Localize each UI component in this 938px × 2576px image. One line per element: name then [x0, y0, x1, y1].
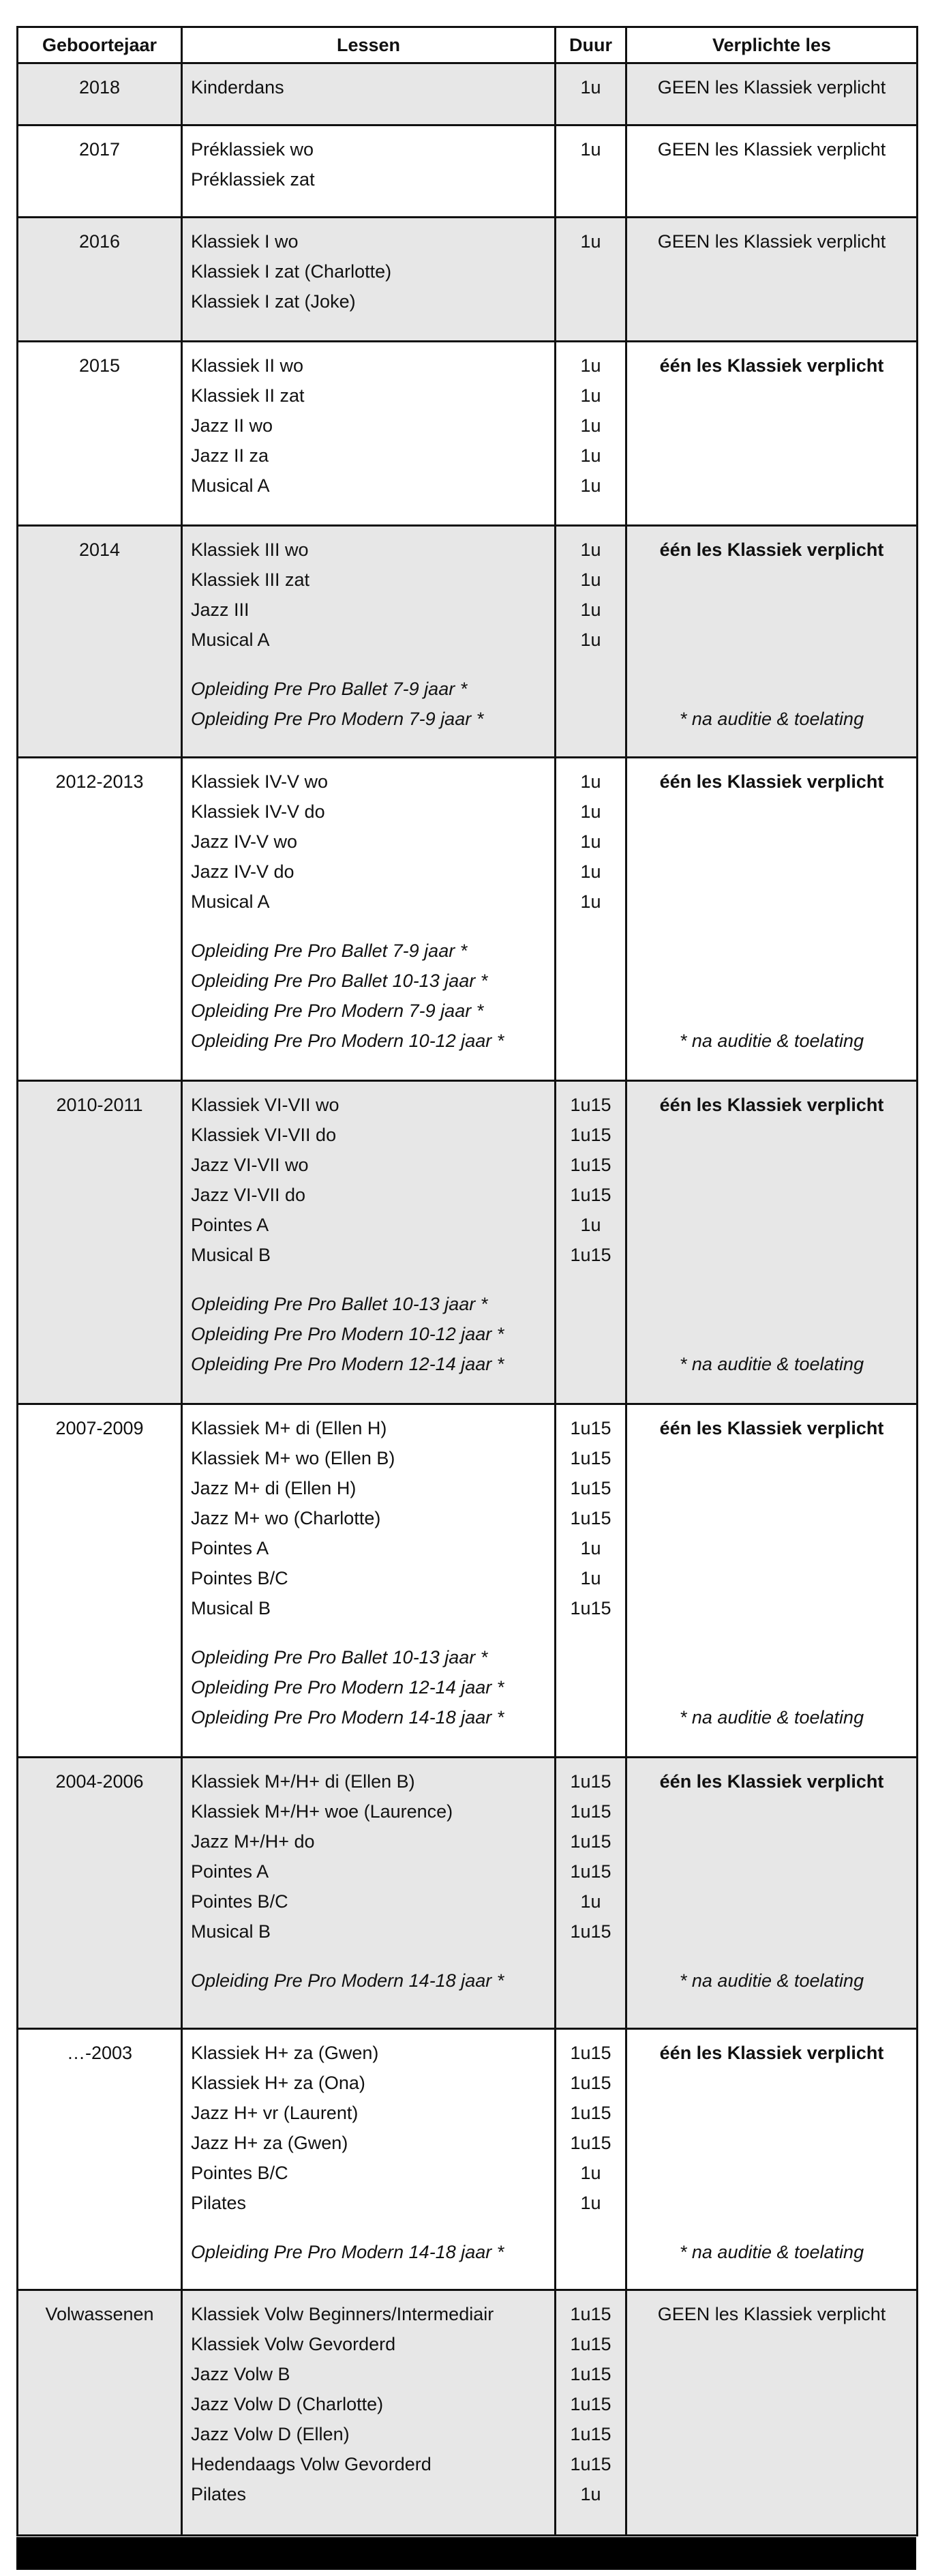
birth-year: 2015: [78, 355, 121, 376]
duration-value: 1u: [580, 891, 601, 912]
duration-value: 1u15: [570, 1598, 611, 1618]
note-spacer: [635, 1796, 908, 1966]
lesson-name: Jazz II wo: [191, 415, 273, 436]
duration-value: 1u: [580, 445, 601, 466]
duration-cell: [556, 1758, 626, 2029]
duration-value: 1u: [580, 1538, 601, 1558]
pre-pro-training-lesson: Opleiding Pre Pro Ballet 10-13 jaar *: [191, 1294, 488, 1314]
lesson-name: Jazz VI-VII wo: [191, 1155, 309, 1175]
pre-pro-training-lesson: Opleiding Pre Pro Ballet 7-9 jaar *: [191, 941, 468, 961]
note-spacer: [635, 565, 908, 704]
duration-value: 1u: [580, 385, 601, 406]
lesson-name: Klassiek I zat (Joke): [191, 291, 356, 312]
duration-cell: [556, 758, 626, 1081]
required-lesson-cell: [626, 342, 918, 526]
lessons-cell: [182, 63, 556, 125]
duration-value: 1u15: [570, 2334, 611, 2354]
duration-value: 1u15: [570, 2454, 611, 2474]
required-lesson-text: GEEN les Klassiek verplicht: [657, 2304, 886, 2324]
lesson-name: Jazz Volw D (Charlotte): [191, 2394, 384, 2414]
lesson-name: Pilates: [191, 2484, 247, 2504]
audition-note: * na auditie & toelating: [679, 1970, 864, 1991]
required-lesson-text: één les Klassiek verplicht: [659, 1095, 884, 1115]
header-lessons: Lessen: [182, 27, 556, 63]
lessons-cell: [182, 526, 556, 758]
birth-year-cell: [18, 2290, 182, 2536]
lesson-name: Jazz H+ za (Gwen): [191, 2133, 348, 2153]
pre-pro-training-lesson: Opleiding Pre Pro Ballet 7-9 jaar *: [191, 679, 468, 699]
lesson-name: Klassiek M+/H+ di (Ellen B): [191, 1771, 415, 1792]
lesson-name: Musical B: [191, 1921, 271, 1942]
duration-value: 1u15: [570, 1185, 611, 1205]
table-header-row: [18, 27, 918, 63]
duration-value: 1u: [580, 2163, 601, 2183]
birth-year-cell: [18, 125, 182, 218]
duration-value: 1u: [580, 599, 601, 620]
pre-pro-training-lesson: Opleiding Pre Pro Ballet 10-13 jaar *: [191, 971, 488, 991]
table-row: [18, 342, 918, 526]
pre-pro-training-lesson: Opleiding Pre Pro Modern 10-12 jaar *: [191, 1031, 504, 1051]
lesson-name: Klassiek Volw Gevorderd: [191, 2334, 396, 2354]
lesson-name: Pilates: [191, 2193, 247, 2213]
required-lesson-text: één les Klassiek verplicht: [659, 539, 884, 560]
lesson-name: Klassiek I wo: [191, 231, 299, 252]
required-lesson-cell: [626, 526, 918, 758]
duration-value: 1u: [580, 139, 601, 160]
required-lesson-cell: [626, 1081, 918, 1404]
duration-cell: [556, 2290, 626, 2536]
required-lesson-text: één les Klassiek verplicht: [659, 771, 884, 792]
pre-pro-training-lesson: Opleiding Pre Pro Modern 7-9 jaar *: [191, 709, 484, 729]
birth-year-cell: [18, 758, 182, 1081]
table-row: [18, 218, 918, 342]
note-spacer: [635, 2068, 908, 2237]
required-lesson-cell: [626, 125, 918, 218]
lesson-name: Jazz Volw D (Ellen): [191, 2424, 350, 2444]
table-row: [18, 1758, 918, 2029]
lesson-name: Klassiek Volw Beginners/Intermediair: [191, 2304, 494, 2324]
duration-value: 1u15: [570, 2394, 611, 2414]
duration-value: 1u: [580, 2484, 601, 2504]
pre-pro-training-lesson: Opleiding Pre Pro Modern 12-14 jaar *: [191, 1354, 504, 1374]
table-row: [18, 2290, 918, 2536]
pre-pro-training-lesson: Opleiding Pre Pro Modern 14-18 jaar *: [191, 2242, 504, 2262]
required-lesson-text: één les Klassiek verplicht: [659, 1418, 884, 1438]
duration-value: 1u: [580, 415, 601, 436]
header-required-lesson: Verplichte les: [626, 27, 918, 63]
lesson-name: Klassiek M+ di (Ellen H): [191, 1418, 387, 1438]
lesson-name: Pointes B/C: [191, 1891, 288, 1912]
duration-value: 1u: [580, 861, 601, 882]
birth-year-cell: [18, 218, 182, 342]
lesson-name: Jazz M+/H+ do: [191, 1831, 315, 1852]
duration-value: 1u15: [570, 2073, 611, 2093]
duration-value: 1u15: [570, 1095, 611, 1115]
lesson-name: Jazz VI-VII do: [191, 1185, 306, 1205]
table-row: [18, 526, 918, 758]
audition-note: * na auditie & toelating: [679, 1354, 864, 1374]
footer-bar: [16, 2537, 916, 2570]
birth-year-cell: [18, 63, 182, 125]
duration-value: 1u15: [570, 2424, 611, 2444]
lessons-cell: [182, 1404, 556, 1758]
duration-value: 1u: [580, 569, 601, 590]
required-lesson-cell: [626, 2029, 918, 2290]
lesson-name: Musical A: [191, 475, 270, 496]
lesson-name: Klassiek III wo: [191, 539, 309, 560]
duration-cell: [556, 342, 626, 526]
duration-value: 1u15: [570, 1418, 611, 1438]
lesson-name: Musical A: [191, 630, 270, 650]
table-body: [18, 63, 918, 2536]
duration-value: 1u: [580, 355, 601, 376]
duration-value: 1u: [580, 831, 601, 852]
table-row: [18, 1404, 918, 1758]
birth-year: 2010-2011: [56, 1095, 143, 1115]
lesson-spacer: [191, 1946, 546, 1966]
header-duration: Duur: [556, 27, 626, 63]
required-lesson-cell: [626, 758, 918, 1081]
required-lesson-text: GEEN les Klassiek verplicht: [657, 231, 886, 252]
required-lesson-cell: [626, 1758, 918, 2029]
lesson-name: Jazz M+ wo (Charlotte): [191, 1508, 381, 1528]
birth-year-cell: [18, 1758, 182, 2029]
lesson-name: Musical B: [191, 1245, 271, 1265]
lessons-cell: [182, 758, 556, 1081]
pre-pro-training-lesson: Opleiding Pre Pro Modern 7-9 jaar *: [191, 1001, 484, 1021]
duration-value: 1u15: [570, 1478, 611, 1498]
lesson-name: Pointes B/C: [191, 1568, 288, 1588]
duration-value: 1u15: [570, 1861, 611, 1882]
duration-cell: [556, 526, 626, 758]
lessons-cell: [182, 1081, 556, 1404]
header-birth-year: Geboortejaar: [18, 27, 182, 63]
required-lesson-cell: [626, 1404, 918, 1758]
duration-cell: [556, 63, 626, 125]
audition-note: * na auditie & toelating: [679, 709, 864, 729]
duration-value: 1u15: [570, 1508, 611, 1528]
duration-cell: [556, 1404, 626, 1758]
lessons-cell: [182, 125, 556, 218]
birth-year-cell: [18, 1081, 182, 1404]
audition-note: * na auditie & toelating: [679, 1031, 864, 1051]
required-lesson-text: één les Klassiek verplicht: [659, 355, 884, 376]
birth-year-cell: [18, 2029, 182, 2290]
required-lesson-cell: [626, 2290, 918, 2536]
duration-value: 1u15: [570, 2364, 611, 2384]
required-lesson-text: één les Klassiek verplicht: [659, 2043, 884, 2063]
birth-year-cell: [18, 526, 182, 758]
duration-value: 1u15: [570, 1801, 611, 1822]
birth-year-cell: [18, 1404, 182, 1758]
lesson-name: Jazz IV-V do: [191, 861, 294, 882]
note-spacer: [635, 1120, 908, 1349]
duration-value: 1u15: [570, 1125, 611, 1145]
duration-value: 1u: [580, 539, 601, 560]
lesson-spacer: [191, 1623, 546, 1642]
pre-pro-training-lesson: Opleiding Pre Pro Modern 10-12 jaar *: [191, 1324, 504, 1344]
lesson-name: Préklassiek zat: [191, 169, 315, 190]
birth-year: Volwassenen: [45, 2304, 154, 2324]
duration-value: 1u: [580, 2193, 601, 2213]
duration-value: 1u15: [570, 2103, 611, 2123]
duration-value: 1u15: [570, 1245, 611, 1265]
table-row: [18, 63, 918, 125]
audition-note: * na auditie & toelating: [679, 1707, 864, 1728]
required-lesson-cell: [626, 63, 918, 125]
lesson-name: Musical B: [191, 1598, 271, 1618]
table-row: [18, 2029, 918, 2290]
birth-year: …-2003: [66, 2043, 133, 2063]
birth-year-cell: [18, 342, 182, 526]
duration-value: 1u15: [570, 1921, 611, 1942]
lesson-name: Klassiek H+ za (Ona): [191, 2073, 365, 2093]
lesson-name: Hedendaags Volw Gevorderd: [191, 2454, 432, 2474]
lesson-name: Klassiek III zat: [191, 569, 310, 590]
birth-year: 2016: [78, 231, 121, 252]
duration-cell: [556, 2029, 626, 2290]
table-row: [18, 1081, 918, 1404]
lessons-cell: [182, 342, 556, 526]
duration-cell: [556, 125, 626, 218]
duration-value: 1u: [580, 630, 601, 650]
lesson-name: Pointes A: [191, 1538, 269, 1558]
required-lesson-text: GEEN les Klassiek verplicht: [657, 139, 886, 160]
lesson-name: Pointes A: [191, 1215, 269, 1235]
birth-year: 2007-2009: [55, 1418, 144, 1438]
birth-year: 2004-2006: [55, 1771, 144, 1792]
pre-pro-training-lesson: Opleiding Pre Pro Modern 14-18 jaar *: [191, 1707, 504, 1728]
lesson-name: Kinderdans: [191, 77, 284, 98]
duration-value: 1u15: [570, 2133, 611, 2153]
duration-cell: [556, 218, 626, 342]
required-lesson-cell: [626, 218, 918, 342]
duration-value: 1u15: [570, 1155, 611, 1175]
lesson-name: Jazz Volw B: [191, 2364, 290, 2384]
duration-value: 1u: [580, 475, 601, 496]
lesson-name: Préklassiek wo: [191, 139, 314, 160]
lesson-name: Musical A: [191, 891, 270, 912]
birth-year: 2017: [78, 139, 121, 160]
lesson-name: Jazz II za: [191, 445, 269, 466]
birth-year: 2018: [78, 77, 121, 98]
required-lesson-text: één les Klassiek verplicht: [659, 1771, 884, 1792]
table-row: [18, 758, 918, 1081]
lesson-name: Klassiek II zat: [191, 385, 305, 406]
lesson-spacer: [191, 2218, 546, 2237]
duration-value: 1u15: [570, 2304, 611, 2324]
note-spacer: [635, 797, 908, 1026]
lesson-spacer: [191, 1270, 546, 1289]
duration-cell: [556, 1081, 626, 1404]
lesson-name: Jazz III: [191, 599, 249, 620]
duration-value: 1u: [580, 801, 601, 822]
lesson-name: Jazz H+ vr (Laurent): [191, 2103, 359, 2123]
birth-year: 2014: [78, 539, 121, 560]
pre-pro-training-lesson: Opleiding Pre Pro Modern 12-14 jaar *: [191, 1677, 504, 1698]
lesson-table: [16, 26, 918, 2536]
lesson-name: Jazz M+ di (Ellen H): [191, 1478, 357, 1498]
lesson-name: Klassiek M+ wo (Ellen B): [191, 1448, 395, 1468]
lesson-name: Klassiek H+ za (Gwen): [191, 2043, 379, 2063]
lesson-spacer: [191, 655, 546, 674]
lesson-name: Klassiek VI-VII wo: [191, 1095, 339, 1115]
table-row: [18, 125, 918, 218]
lessons-cell: [182, 218, 556, 342]
lesson-name: Klassiek II wo: [191, 355, 304, 376]
pre-pro-training-lesson: Opleiding Pre Pro Modern 14-18 jaar *: [191, 1970, 504, 1991]
duration-value: 1u15: [570, 2043, 611, 2063]
lesson-name: Klassiek VI-VII do: [191, 1125, 337, 1145]
lesson-spacer: [191, 917, 546, 936]
duration-value: 1u: [580, 1891, 601, 1912]
lessons-cell: [182, 1758, 556, 2029]
lessons-cell: [182, 2290, 556, 2536]
note-spacer: [635, 1443, 908, 1702]
birth-year: 2012-2013: [55, 771, 144, 792]
required-lesson-text: GEEN les Klassiek verplicht: [657, 77, 886, 98]
duration-value: 1u15: [570, 1771, 611, 1792]
duration-value: 1u15: [570, 1448, 611, 1468]
duration-value: 1u: [580, 1215, 601, 1235]
pre-pro-training-lesson: Opleiding Pre Pro Ballet 10-13 jaar *: [191, 1647, 488, 1668]
lesson-schedule-sheet: [16, 26, 916, 2536]
duration-value: 1u: [580, 231, 601, 252]
lesson-name: Klassiek IV-V wo: [191, 771, 329, 792]
lessons-cell: [182, 2029, 556, 2290]
audition-note: * na auditie & toelating: [679, 2242, 864, 2262]
duration-value: 1u: [580, 771, 601, 792]
lesson-name: Klassiek M+/H+ woe (Laurence): [191, 1801, 453, 1822]
lesson-name: Pointes A: [191, 1861, 269, 1882]
lesson-name: Pointes B/C: [191, 2163, 288, 2183]
lesson-name: Klassiek I zat (Charlotte): [191, 261, 392, 282]
lesson-name: Jazz IV-V wo: [191, 831, 298, 852]
lesson-name: Klassiek IV-V do: [191, 801, 325, 822]
duration-value: 1u: [580, 1568, 601, 1588]
duration-value: 1u: [580, 77, 601, 98]
duration-value: 1u15: [570, 1831, 611, 1852]
